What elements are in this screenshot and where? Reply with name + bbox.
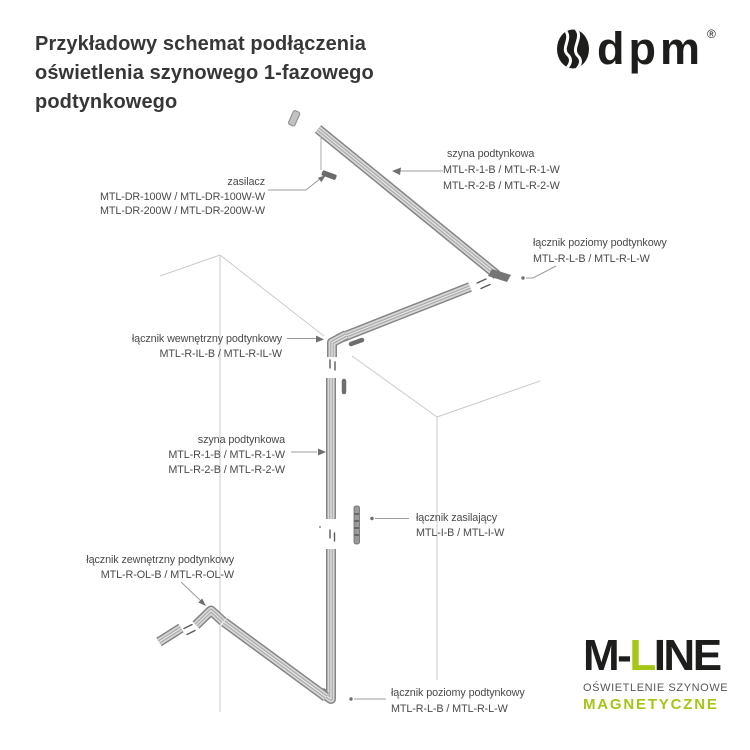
title-line-3: podtynkowego — [35, 91, 178, 113]
label-code: MTL-DR-200W / MTL-DR-200W-W — [99, 205, 265, 217]
label-name: łącznik poziomy podtynkowy — [533, 237, 667, 249]
label-code: MTL-DR-100W / MTL-DR-100W-W — [99, 191, 265, 203]
dot-feed-connector — [370, 517, 373, 520]
label-code: MTL-R-1-B / MTL-R-1-W — [168, 449, 285, 461]
leader-horizontal-top — [526, 266, 556, 278]
gap-mark-dot — [319, 526, 321, 528]
mline-part-green: L — [629, 631, 654, 680]
mline-subtitle: OŚWIETLENIE SZYNOWE — [583, 682, 729, 694]
label-name: łącznik poziomy podtynkowy — [391, 687, 525, 699]
label-name: łącznik wewnętrzny podtynkowy — [131, 333, 282, 345]
label-code: MTL-R-2-B / MTL-R-2-W — [168, 464, 285, 476]
gap-dashes-feed — [330, 530, 335, 541]
mline-part-dark1: M- — [583, 631, 630, 680]
label-rail-top — [443, 148, 561, 192]
mounting-clip-top — [351, 340, 362, 344]
label-code: MTL-R-OL-B / MTL-R-OL-W — [100, 569, 234, 581]
rail-stub — [159, 628, 181, 642]
label-name: łącznik zewnętrzny podtynkowy — [86, 554, 234, 566]
label-power-supply — [100, 176, 266, 217]
wall-edge-right — [437, 381, 540, 417]
label-name: zasilacz — [227, 176, 265, 188]
dot-horizontal-top — [521, 276, 524, 279]
leader-power-supply — [268, 178, 321, 190]
wall-edge-ceiling-left — [220, 255, 324, 336]
label-code: MTL-R-2-B / MTL-R-2-W — [443, 180, 560, 192]
gap-dashes-top — [477, 279, 490, 289]
mline-logo — [583, 631, 729, 713]
arrow-rail-middle — [318, 449, 326, 456]
rail-lower-diagonal — [224, 622, 326, 697]
dpm-logo — [557, 23, 716, 74]
label-name: szyna podtynkowa — [197, 434, 285, 446]
mline-tagline: MAGNETYCZNE — [583, 696, 719, 713]
arrow-power-supply — [318, 175, 326, 182]
label-name: łącznik zasilający — [416, 512, 498, 524]
label-horizontal-connector-top — [533, 237, 667, 265]
label-horizontal-connector-bottom — [391, 687, 525, 715]
label-name: szyna podtynkowa — [447, 148, 535, 160]
dpm-logo-text: dpm — [597, 23, 704, 74]
rail-upper-diagonal — [338, 287, 470, 339]
title-line-2: oświetlenia szynowego 1-fazowego — [35, 62, 374, 84]
wall-edge-ceiling-right — [352, 356, 437, 417]
label-code: MTL-R-L-B / MTL-R-L-W — [391, 703, 508, 715]
wall-edge-upper-left — [160, 255, 220, 276]
arrow-rail-top — [392, 168, 401, 176]
feed-connector-piece — [354, 506, 360, 544]
arrow-inner-connector — [316, 336, 324, 343]
label-code: MTL-I-B / MTL-I-W — [416, 527, 505, 539]
label-code: MTL-R-L-B / MTL-R-L-W — [533, 253, 650, 265]
track-end-cap — [288, 110, 300, 127]
dpm-logo-mark-icon — [557, 29, 589, 70]
gap-dashes-outer-corner — [184, 625, 195, 635]
label-rail-middle — [168, 434, 286, 476]
wall-edges — [160, 255, 540, 712]
label-code: MTL-R-IL-B / MTL-R-IL-W — [159, 348, 282, 360]
inner-corner-connector — [332, 335, 346, 357]
mline-wordmark — [583, 631, 728, 680]
title-line-1: Przykładowy schemat podłączenia — [35, 33, 367, 55]
label-code: MTL-R-1-B / MTL-R-1-W — [443, 164, 560, 176]
mline-part-dark2: INE — [653, 631, 720, 680]
label-inner-connector — [132, 333, 283, 360]
leader-outer-connector — [181, 582, 201, 601]
dot-horizontal-bottom — [349, 697, 352, 700]
label-feed-connector — [416, 512, 505, 539]
outer-corner-connector — [196, 611, 223, 626]
label-outer-connector — [86, 554, 235, 581]
registered-mark: ® — [707, 27, 716, 41]
gap-dashes-inner-corner — [330, 360, 335, 370]
